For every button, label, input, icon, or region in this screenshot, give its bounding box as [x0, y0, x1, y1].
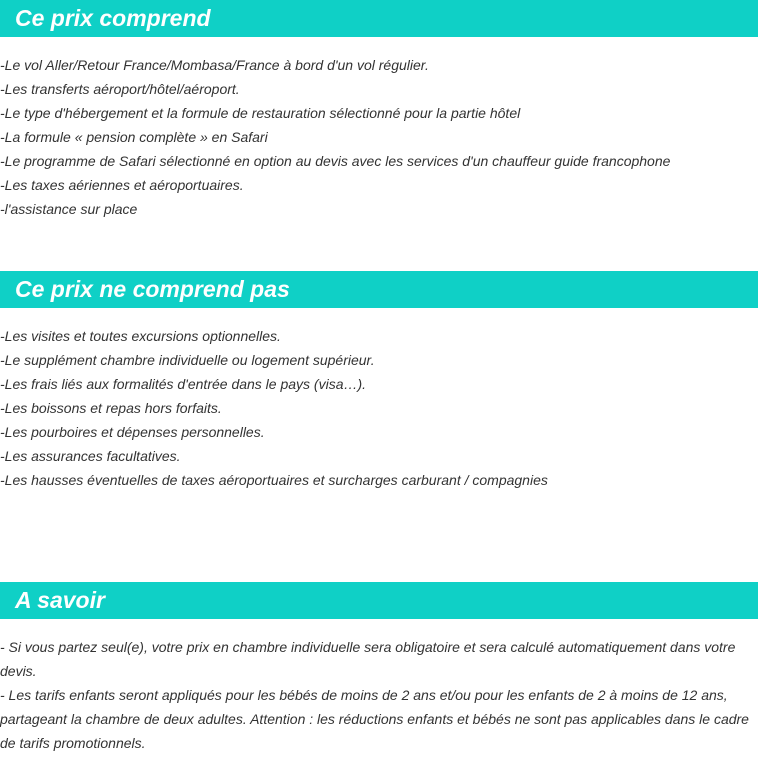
list-item: -l'assistance sur place	[0, 201, 138, 217]
list-item: -Les transferts aéroport/hôtel/aéroport.	[0, 81, 240, 97]
list-item: -Le supplément chambre individuelle ou logement supérieur.	[0, 352, 375, 368]
section-header-good-to-know: A savoir	[0, 582, 758, 619]
list-item: -Les assurances facultatives.	[0, 448, 181, 464]
section-header-not-included: Ce prix ne comprend pas	[0, 271, 758, 308]
list-item: - Si vous partez seul(e), votre prix en chambre individuelle sera obligatoire et sera calculé automatiquement dans votre devis.	[0, 639, 736, 679]
list-item: -Le programme de Safari sélectionné en option au devis avec les services d'un chauffeur guide francophone	[0, 153, 671, 169]
list-item: -Les visites et toutes excursions optionnelles.	[0, 328, 281, 344]
list-item: -Les frais liés aux formalités d'entrée dans le pays (visa…).	[0, 376, 367, 392]
list-item: -Les taxes aériennes et aéroportuaires.	[0, 177, 244, 193]
list-item: -La formule « pension complète » en Safari	[0, 129, 268, 145]
list-item: -Les pourboires et dépenses personnelles.	[0, 424, 265, 440]
list-item: -Le type d'hébergement et la formule de restauration sélectionné pour la partie hôtel	[0, 105, 521, 121]
included-list	[0, 53, 758, 221]
list-item: - Les tarifs enfants seront appliqués pour les bébés de moins de 2 ans et/ou pour les enfants de 2 à moins de 12 ans, partageant la chambre de deux adultes. Attention : les réductions enfants et bébés ne sont pas applicables dans le cadre de tarifs promotionnels.	[0, 687, 749, 751]
list-item: -Le vol Aller/Retour France/Mombasa/France à bord d'un vol régulier.	[0, 57, 429, 73]
list-item: -Les boissons et repas hors forfaits.	[0, 400, 222, 416]
good-to-know-list	[0, 635, 758, 755]
list-item: -Les hausses éventuelles de taxes aéroportuaires et surcharges carburant / compagnies	[0, 472, 548, 488]
not-included-list	[0, 324, 758, 492]
section-header-included: Ce prix comprend	[0, 0, 758, 37]
